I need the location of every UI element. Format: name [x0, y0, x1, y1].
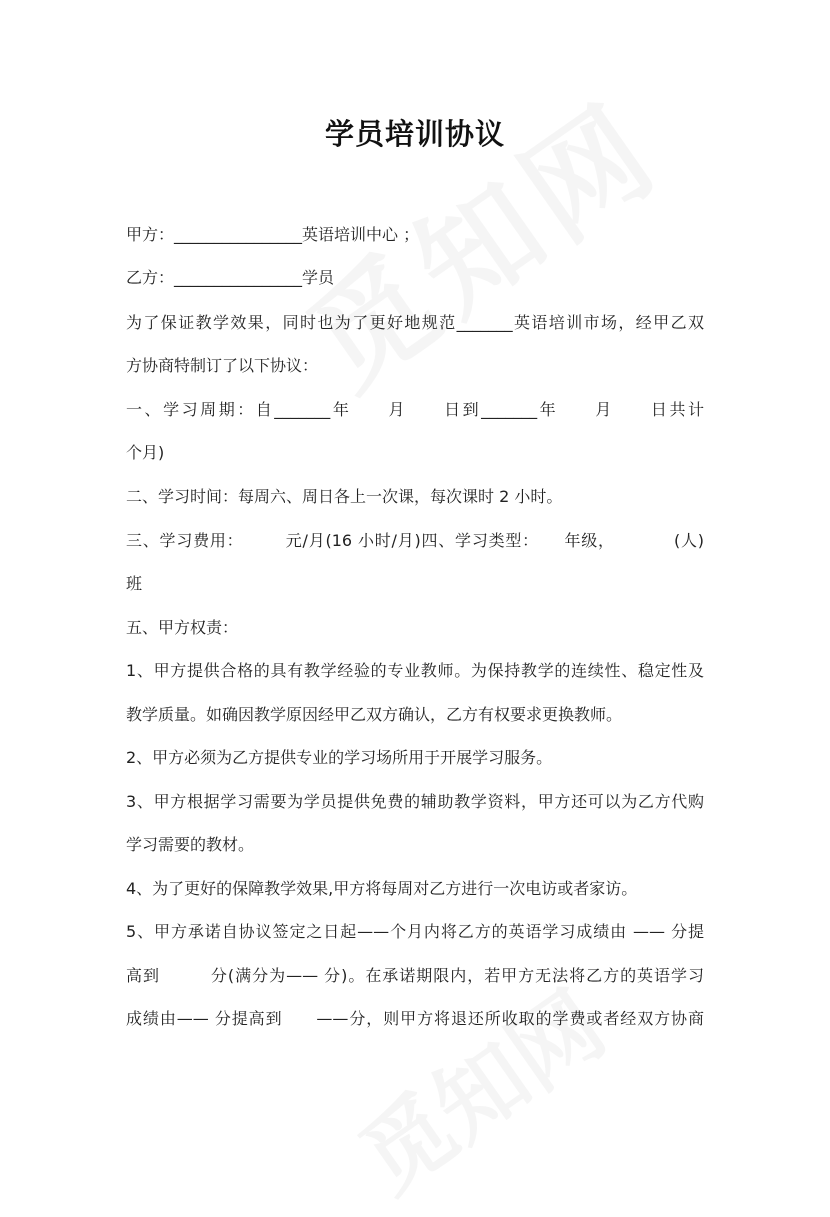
- item-3-line-1: 3、甲方根据学习需要为学员提供免费的辅助教学资料，甲方还可以为乙方代购: [126, 792, 704, 811]
- item-4-line: 4、为了更好的保障教学效果,甲方将每周对乙方进行一次电访或者家访。: [126, 879, 638, 898]
- item-2-line: 2、甲方必须为乙方提供专业的学习场所用于开展学习服务。: [126, 748, 553, 767]
- item-1-line-2: 教学质量。如确因教学原因经甲乙双方确认，乙方有权要求更换教师。: [126, 705, 623, 724]
- item-1-line-1: 1、甲方提供合格的具有教学经验的专业教师。为保持教学的连续性、稳定性及: [126, 661, 704, 680]
- item-5-line-2: 高到 分(满分为—— 分)。在承诺期限内，若甲方无法将乙方的英语学习: [126, 966, 704, 985]
- item-5-line-3: 成绩由—— 分提高到 ——分，则甲方将退还所收取的学费或者经双方协商: [126, 1009, 704, 1028]
- item-5-line-1: 5、甲方承诺自协议签定之日起——个月内将乙方的英语学习成绩由 —— 分提: [126, 922, 704, 941]
- item-3-line-2: 学习需要的教材。: [126, 835, 255, 854]
- intro-line-1: 为了保证教学效果，同时也为了更好地规范_______英语培训市场，经甲乙双: [126, 313, 704, 332]
- clause-2-line: 二、学习时间：每周六、周日各上一次课，每次课时 2 小时。: [126, 487, 563, 506]
- clause-3-line-2: 班: [126, 574, 143, 593]
- clause-1-line-1: 一、学习周期：自_______年 月 日到_______年 月 日共计: [126, 400, 704, 419]
- clause-3-line-1: 三、学习费用： 元/月(16 小时/月)四、学习类型： 年级， (人): [126, 531, 704, 550]
- clause-1-line-2: 个月): [126, 443, 165, 462]
- intro-line-2: 方协商特制订了以下协议：: [126, 356, 319, 375]
- clause-5-heading: 五、甲方权责：: [126, 618, 239, 637]
- party-a-line: 甲方：________________英语培训中心 ；: [126, 225, 420, 244]
- party-b-line: 乙方：________________学员: [126, 268, 335, 287]
- document-title: 学员培训协议: [324, 117, 505, 151]
- watermark-bottom: [330, 955, 626, 1216]
